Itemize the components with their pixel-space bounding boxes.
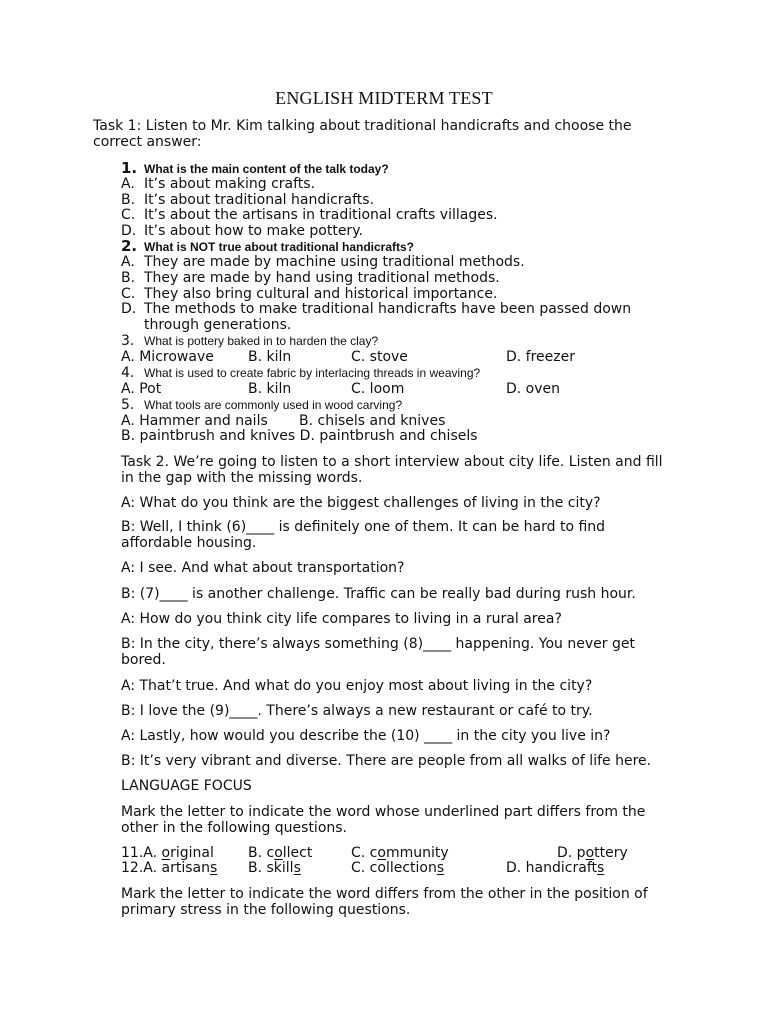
dialogue-line: A: I see. And what about transportation? [121, 560, 405, 576]
dialogue-line: B: Well, I think (6)____ is definitely one of them. It can be hard to find affordable housing. [121, 519, 606, 551]
q4-option-a: A. Pot [121, 381, 162, 397]
dialogue-line: B: (7)____ is another challenge. Traffic can be really bad during rush hour. [121, 586, 636, 602]
q5-option-b: B. chisels and knives [299, 413, 446, 429]
q5-option-a: A. Hammer and nails [121, 413, 268, 429]
q3-option-a: A. Microwave [121, 349, 214, 365]
q12-option-a: 12.A. artisans [121, 860, 218, 876]
page-title: ENGLISH MIDTERM TEST [275, 88, 493, 108]
q2-option-d-letter: D. [121, 301, 137, 317]
dialogue-line: A: How do you think city life compares to living in a rural area? [121, 611, 562, 627]
question-5: 5. What tools are commonly used in wood carving? [121, 397, 403, 413]
stress-instruction: Mark the letter to indicate the word differs from the other in the position of primary stress in the following questions. [121, 886, 648, 918]
q2-option-c: C. They also bring cultural and historical importance. [121, 286, 498, 302]
q11-option-b: B. collect [248, 845, 313, 861]
dialogue-line: A: What do you think are the biggest challenges of living in the city? [121, 495, 601, 511]
dialogue-line: B: In the city, there’s always something (8)____ happening. You never get bored. [121, 636, 635, 668]
q11-option-a: 11.A. original [121, 845, 214, 861]
q2-option-a: A. They are made by machine using traditional methods. [121, 254, 525, 270]
q4-option-c: C. loom [351, 381, 405, 397]
question-1: 1. What is the main content of the talk today? [121, 159, 389, 177]
q1-option-c: C. It’s about the artisans in traditional crafts villages. [121, 207, 498, 223]
q12-option-d: D. handicrafts [506, 860, 605, 876]
question-2: 2. What is NOT true about traditional handicrafts? [121, 237, 415, 255]
q11-option-d: D. pottery [557, 845, 628, 861]
task2-instruction: Task 2. We’re going to listen to a short interview about city life. Listen and fill in the gap with the missing words. [121, 454, 663, 486]
task1-instruction: Task 1: Listen to Mr. Kim talking about traditional handicrafts and choose the correct answer: [93, 118, 632, 150]
phonetics-instruction: Mark the letter to indicate the word whose underlined part differs from the other in the following questions. [121, 804, 646, 836]
q4-option-d: D. oven [506, 381, 561, 397]
q5-options-cd: B. paintbrush and knives D. paintbrush and chisels [121, 428, 478, 444]
q12-option-c: C. collections [351, 860, 445, 876]
q2-option-b: B. They are made by hand using traditional methods. [121, 270, 500, 286]
dialogue-line: B: It’s very vibrant and diverse. There are people from all walks of life here. [121, 753, 652, 769]
q12-option-b: B. skills [248, 860, 301, 876]
question-3: 3. What is pottery baked in to harden the clay? [121, 333, 379, 349]
q4-option-b: B. kiln [248, 381, 292, 397]
section-heading: LANGUAGE FOCUS [121, 778, 252, 794]
q3-option-c: C. stove [351, 349, 408, 365]
question-4: 4. What is used to create fabric by interlacing threads in weaving? [121, 365, 481, 381]
dialogue-line: A: That’t true. And what do you enjoy most about living in the city? [121, 678, 593, 694]
q3-option-d: D. freezer [506, 349, 576, 365]
dialogue-line: B: I love the (9)____. There’s always a new restaurant or café to try. [121, 703, 593, 719]
q3-option-b: B. kiln [248, 349, 292, 365]
q1-option-b: B. It’s about traditional handicrafts. [121, 192, 375, 208]
dialogue-line: A: Lastly, how would you describe the (10) ____ in the city you live in? [121, 728, 611, 744]
q1-option-a: A. It’s about making crafts. [121, 176, 316, 192]
q1-option-d: D. It’s about how to make pottery. [121, 223, 363, 239]
q11-option-c: C. community [351, 845, 449, 861]
q2-option-d: The methods to make traditional handicrafts have been passed down through generations. [144, 301, 632, 333]
